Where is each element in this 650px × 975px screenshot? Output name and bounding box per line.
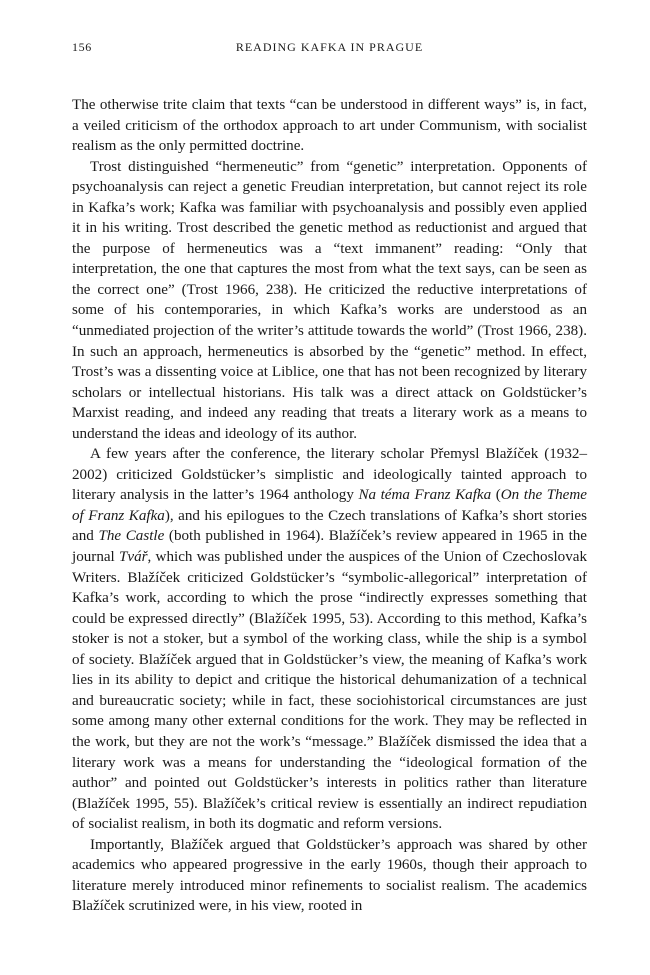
book-page bbox=[72, 40, 587, 917]
italic-title: Tvář bbox=[119, 549, 148, 566]
running-title: READING KAFKA IN PRAGUE bbox=[235, 40, 424, 54]
text-run: Trost distinguished “hermeneutic” from “genetic” interpretation. Opponents of psychoanalysis can reject a genetic Freudian interpretation, but cannot reject its role in Kafka’s work; Kafka was familiar with psychoanalysis and possibly even applied it in his writing. Trost described the genetic method as reductionist and argued that the purpose of hermeneutics was a “text immanent” reading: “Only that interpretation, the one that captures the most from what the text says, can be seen as the correct one” (Trost 1966, 238). He criticized the reductive interpretations of some of his contemporaries, in which Kafka’s works are understood as an “unmediated projection of the writer’s attitude towards the world” (Trost 1966, 238). In such an approach, hermeneutics is absorbed by the “genetic” method. In effect, Trost’s was a dissenting voice at Liblice, one that has not been recognized by literary scholars or intellectual historians. His talk was a direct attack on Goldstücker’s Marxist reading, and indeed any reading that treats a literary work as a means to understand the ideas and ideology of its author. bbox=[72, 158, 587, 442]
italic-title: On the Theme of Franz Kafka bbox=[72, 487, 587, 524]
italic-title: Na téma Franz Kafka bbox=[358, 487, 492, 504]
text-run: Importantly, Blažíček argued that Goldstücker’s approach was shared by other academics who appeared progressive in the early 1960s, though their approach to literature merely introduced minor refinements to socialist realism. The academics Blažíček scrutinized were, in his view, rooted in bbox=[72, 836, 587, 915]
paragraph bbox=[72, 95, 587, 157]
text-run: ), and his epilogues to the Czech translations of Kafka’s short stories and bbox=[72, 507, 587, 545]
paragraph bbox=[72, 157, 587, 445]
text-run: , which was published under the auspices of the Union of Czechoslovak Writers. Blažíček criticized Goldstücker’s “symbolic-allegorical” interpretation of Kafka’s work, according to which the prose “indirectly expresses something that could be expressed directly” (Blažíček 1995, 53). According to this method, Kafka’s stoker is not a stoker, but a symbol of the working class, while the ship is a symbol of society. Blažíček argued that in Goldstücker’s view, the meaning of Kafka’s work lies in its ability to depict and critique the historical dehumanization of a technical and bureaucratic society; while in fact, these sociohistorical circumstances are just some among many other external conditions for the work. They may be reflected in the work, but they are not the work’s “message.” Blažíček dismissed the idea that a literary work was a means for understanding the “ideological formation of the author” and pointed out Goldstücker’s interests in politics rather than literature (Blažíček 1995, 55). Blažíček’s critical review is essentially an indirect repudiation of socialist realism, in both its dogmatic and reform versions. bbox=[72, 549, 588, 833]
text-run: A few years after the conference, the literary scholar Přemysl Blažíček (1932–2002) criticized Goldstücker’s simplistic and ideologically tainted approach to literary analysis in the latter’s 1964 anthology bbox=[72, 446, 587, 504]
body-text bbox=[72, 95, 587, 917]
text-run: ( bbox=[491, 487, 501, 504]
text-run: (both published in 1964). Blažíček’s review appeared in 1965 in the journal bbox=[72, 528, 588, 566]
paragraph bbox=[72, 444, 587, 834]
running-head bbox=[72, 40, 587, 62]
text-run: The otherwise trite claim that texts “can be understood in different ways” is, in fact, a veiled criticism of the orthodox approach to art under Communism, with socialist realism as the only permitted doctrine. bbox=[72, 97, 587, 155]
paragraph bbox=[72, 835, 587, 917]
page-number: 156 bbox=[72, 40, 92, 54]
italic-title: The Castle bbox=[98, 528, 165, 545]
